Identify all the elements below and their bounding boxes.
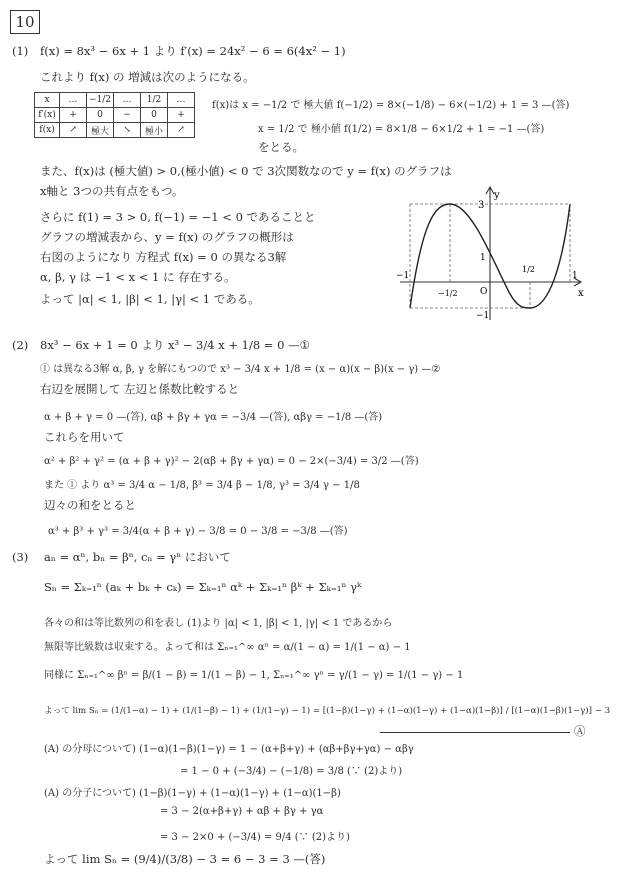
part1-line1: f(x) = 8x³ − 6x + 1 より f′(x) = 24x² − 6 = 6(4x² − 1) — [40, 44, 346, 58]
tick-1: 1 — [480, 253, 486, 263]
part2-line-8: α³ + β³ + γ³ = 3/4(α + β + γ) − 3/8 = 0 − 3/8 = −3/8 —(答) — [48, 526, 348, 537]
table-cell: + — [168, 108, 195, 123]
part3-line-7: = 1 − 0 + (−3/4) − (−1/8) = 3/8 (∵ (2)より) — [180, 766, 403, 777]
tick-3: 3 — [478, 200, 485, 211]
tick-neg-half: −1/2 — [438, 289, 458, 298]
table-cell: ↘ — [114, 123, 141, 138]
table-cell: … — [168, 93, 195, 108]
max-value-line: f(x)は x = −1/2 で 極大値 f(−1/2) = 8×(−1/8) − 6×(−1/2) + 1 = 3 —(答) — [212, 100, 570, 111]
part2-line-7: 辺々の和をとると — [44, 498, 136, 512]
tick-neg1: −1 — [476, 311, 490, 321]
table-cell: … — [114, 93, 141, 108]
part2-line-3: α + β + γ = 0 —(答), αβ + βγ + γα = −3/4 —(答), αβγ = −1/8 —(答) — [44, 412, 383, 423]
part3-line-8: (A) の分子について) (1−β)(1−γ) + (1−α)(1−γ) + (1−α)(1−β) — [44, 788, 341, 799]
part2-line-4: これらを用いて — [44, 430, 125, 444]
part1-line2: これより f(x) の 増減は次のようになる。 — [40, 70, 255, 84]
wotoru-text: をとる。 — [258, 140, 304, 154]
problem-number-box — [10, 10, 40, 34]
part1-para-2: さらに f(1) = 3 > 0, f(−1) = −1 < 0 であることと — [40, 210, 316, 224]
table-cell: 極小 — [141, 123, 168, 138]
table-row — [35, 123, 195, 138]
x-label: x — [578, 288, 584, 299]
table-cell: 0 — [87, 108, 114, 123]
part3-line-11: よって lim Sₙ = (9/4)/(3/8) − 3 = 6 − 3 = 3 —(答) — [44, 852, 326, 866]
part1-para-1: x軸と 3つの共有点をもつ。 — [40, 184, 184, 198]
table-cell: 1/2 — [141, 93, 168, 108]
table-cell: x — [35, 93, 60, 108]
table-row — [35, 108, 195, 123]
table-cell: 極大 — [87, 123, 114, 138]
part3-line-4: 同様に Σₙ₌₁^∞ βⁿ = β/(1 − β) = 1/(1 − β) − 1, Σₙ₌₁^∞ γⁿ = γ/(1 − γ) = 1/(1 − γ) − 1 — [44, 670, 464, 681]
part2-line-5: α² + β² + γ² = (α + β + γ)² − 2(αβ + βγ + γα) = 0 − 2×(−3/4) = 3/2 —(答) — [44, 456, 419, 467]
part2-line-2: 右辺を展開して 左辺と係数比較すると — [40, 382, 240, 396]
part3-line-1: Sₙ = Σₖ₌₁ⁿ (aₖ + bₖ + cₖ) = Σₖ₌₁ⁿ αᵏ + Σₖ₌₁ⁿ βᵏ + Σₖ₌₁ⁿ γᵏ — [44, 580, 362, 594]
part2-label: (2) — [12, 338, 29, 352]
part3-line-0: aₙ = αⁿ, bₙ = βⁿ, cₙ = γⁿ において — [44, 550, 231, 564]
y-label: y — [494, 190, 500, 201]
marker-a: Ⓐ — [574, 724, 586, 738]
part1-label: (1) — [12, 44, 29, 58]
part3-line-5: よって lim Sₙ = (1/(1−α) − 1) + (1/(1−β) − 1) + (1/(1−γ) − 1) = [(1−β)(1−γ) + (1−α)(1−γ) + (1−α)(1−β)] / [(1−α)(1−β)(1−γ)] − 3 — [44, 706, 611, 716]
part3-line-10: = 3 − 2×0 + (−3/4) = 9/4 (∵ (2)より) — [160, 832, 350, 843]
part3-line-9: = 3 − 2(α+β+γ) + αβ + βγ + γα — [160, 806, 324, 817]
table-cell: −1/2 — [87, 93, 114, 108]
table-cell: + — [60, 108, 87, 123]
part3-line-6: (A) の分母について) (1−α)(1−β)(1−γ) = 1 − (α+β+γ) + (αβ+βγ+γα) − αβγ — [44, 744, 414, 755]
part2-line-1: ① は異なる3解 α, β, γ を解にもつので x³ − 3/4 x + 1/8 = (x − α)(x − β)(x − γ) —② — [40, 364, 441, 375]
part3-label: (3) — [12, 550, 29, 564]
table-cell: f′(x) — [35, 108, 60, 123]
part3-line-3: 無限等比級数は収束する。よって和は Σₙ₌₁^∞ αⁿ = α/(1 − α) = 1/(1 − α) − 1 — [44, 642, 411, 653]
table-cell: ↗ — [168, 123, 195, 138]
table-row — [35, 93, 195, 108]
min-value-line: x = 1/2 で 極小値 f(1/2) = 8×1/8 − 6×1/2 + 1 = −1 —(答) — [258, 124, 545, 135]
part1-para-5: α, β, γ は −1 < x < 1 に 存在する。 — [40, 270, 236, 284]
part1-para-3: グラフの増減表から、y = f(x) のグラフの概形は — [40, 230, 294, 244]
divider-marker-line — [380, 732, 570, 733]
tick-neg1-x: −1 — [396, 271, 410, 281]
part2-line-6: また ① より α³ = 3/4 α − 1/8, β³ = 3/4 β − 1/8, γ³ = 3/4 γ − 1/8 — [44, 480, 360, 491]
tick-half: 1/2 — [522, 265, 535, 274]
part1-para-0: また、f(x)は (極大値) > 0,(極小値) < 0 で 3次関数なので y = f(x) のグラフは — [40, 164, 452, 178]
part1-para-6: よって |α| < 1, |β| < 1, |γ| < 1 である。 — [40, 292, 260, 306]
part1-para-4: 右図のようになり 方程式 f(x) = 0 の異なる3解 — [40, 250, 287, 264]
part3-line-2: 各々の和は等比数列の和を表し (1)より |α| < 1, |β| < 1, |γ| < 1 であるから — [44, 618, 393, 629]
cubic-graph — [394, 184, 590, 324]
table-cell: f(x) — [35, 123, 60, 138]
problem-number: 10 — [15, 13, 35, 31]
tick-1-x: 1 — [572, 271, 578, 281]
table-cell: ↗ — [60, 123, 87, 138]
table-cell: − — [114, 108, 141, 123]
origin-label: O — [480, 287, 488, 297]
increase-decrease-table — [34, 92, 195, 138]
table-cell: 0 — [141, 108, 168, 123]
part2-line-0: 8x³ − 6x + 1 = 0 より x³ − 3/4 x + 1/8 = 0 —① — [40, 338, 310, 352]
table-cell: … — [60, 93, 87, 108]
